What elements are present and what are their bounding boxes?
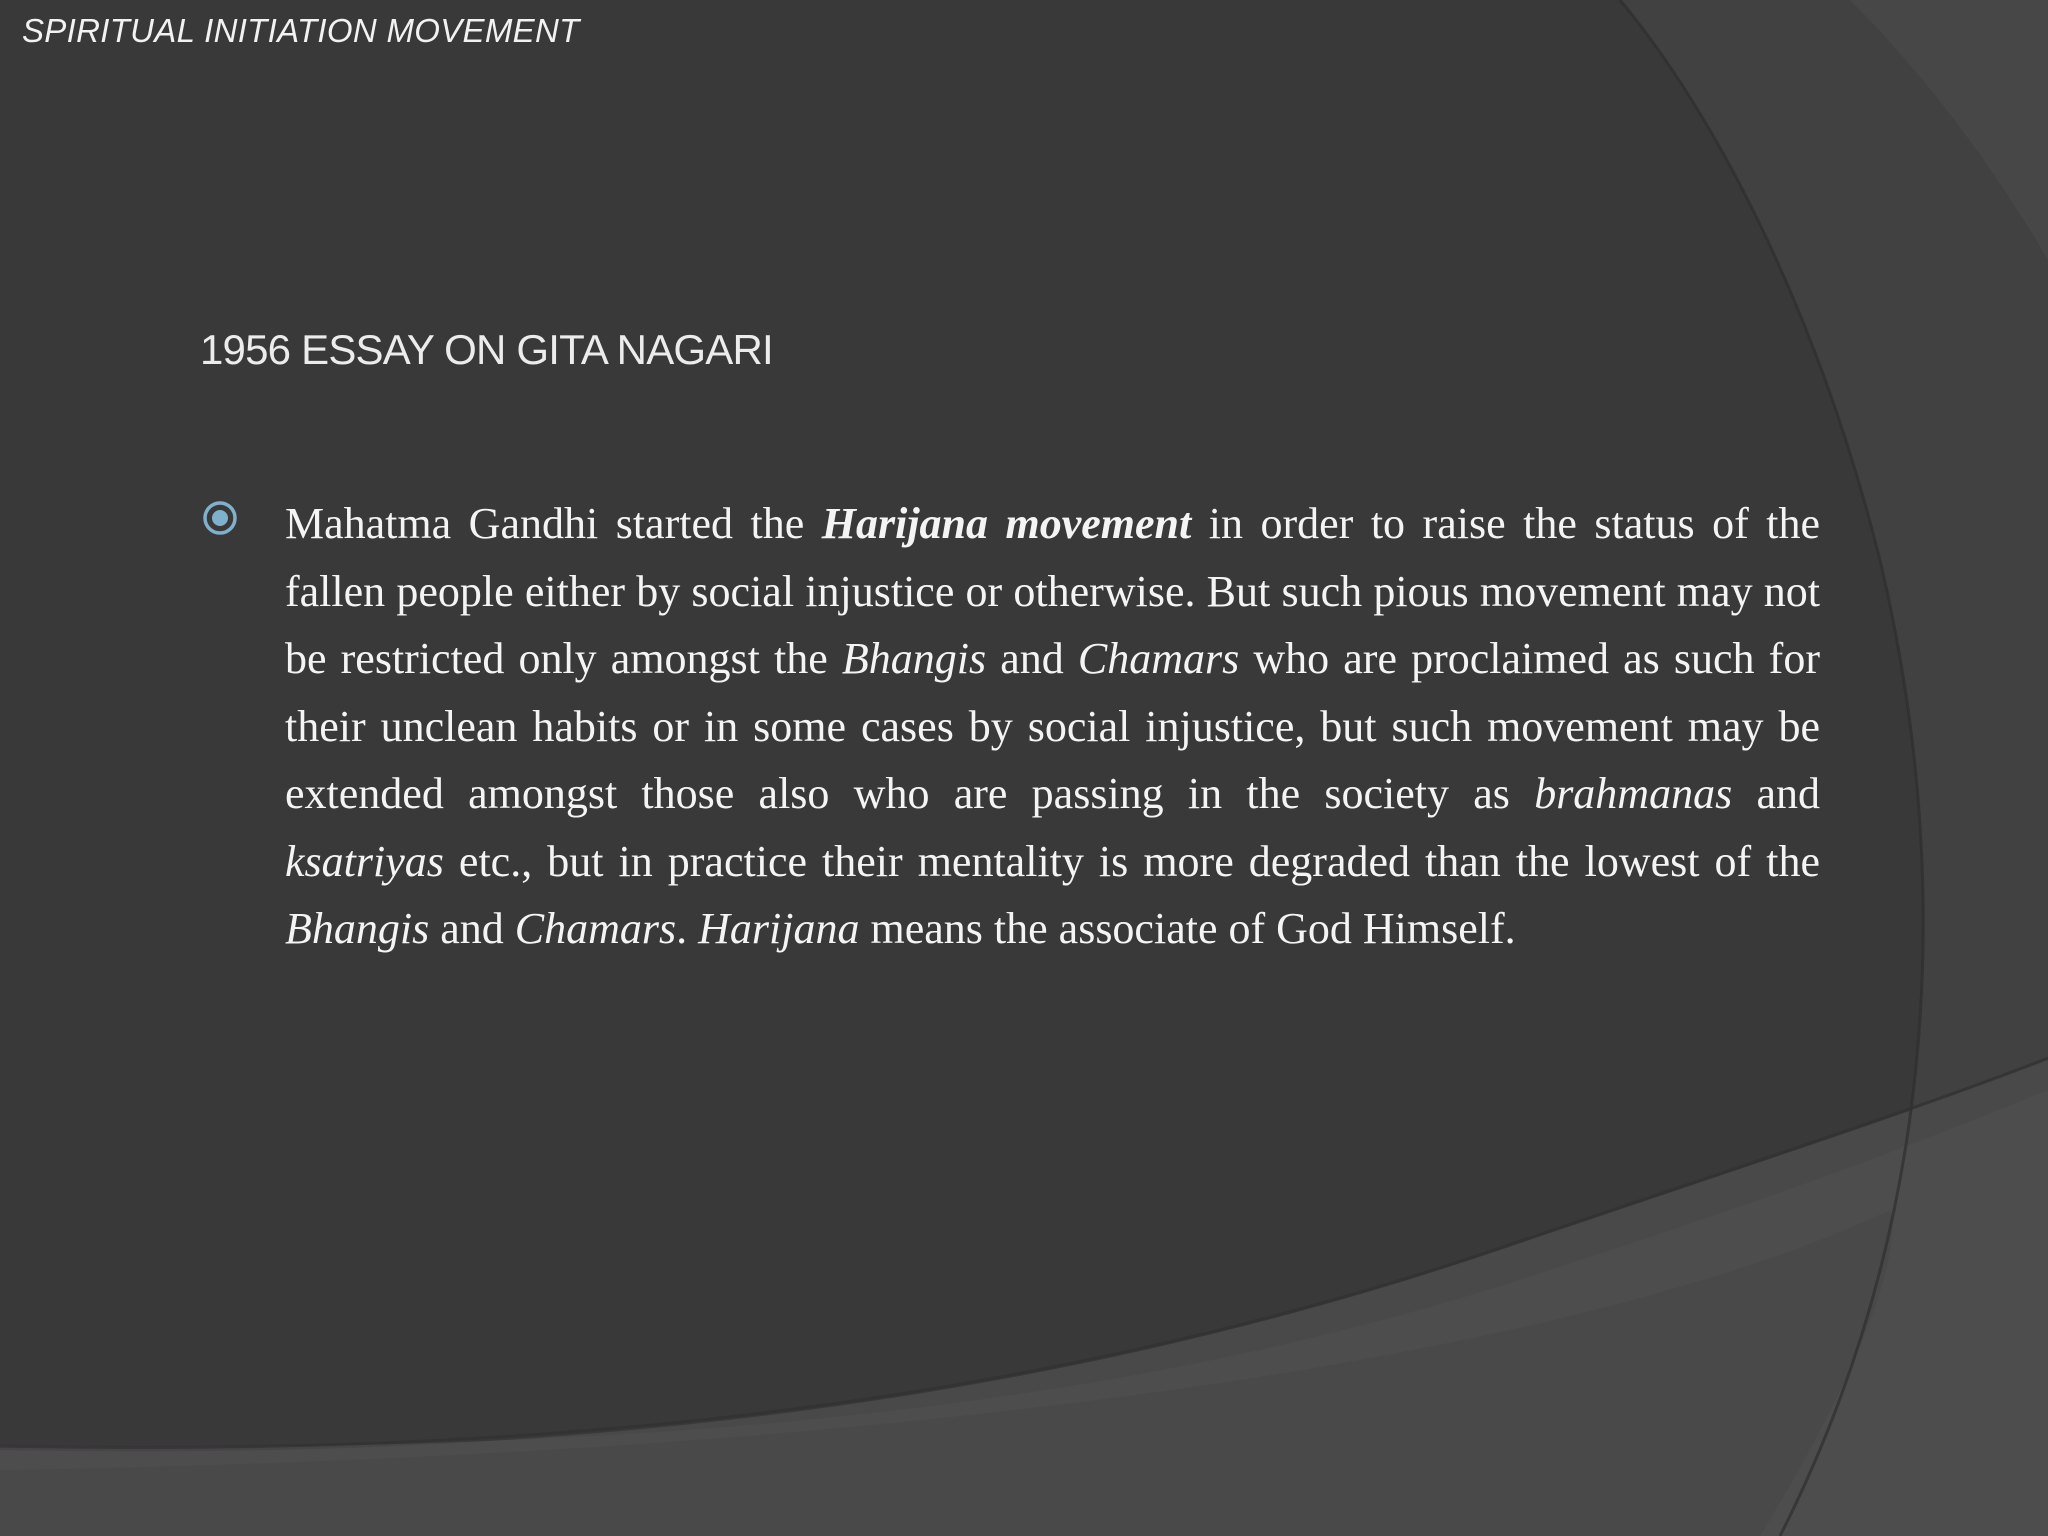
emphasis-harijana-movement: Harijana movement <box>821 499 1192 548</box>
text-segment: . <box>676 904 699 953</box>
term-brahmanas: brahmanas <box>1534 769 1733 818</box>
text-segment: Mahatma Gandhi started the <box>285 499 822 548</box>
term-bhangis: Bhangis <box>841 634 987 683</box>
slide-title: 1956 ESSAY ON GITA NAGARI <box>200 326 773 373</box>
text-segment: means the associate of God Himself. <box>859 904 1516 953</box>
text-segment: and <box>1732 769 1820 818</box>
radio-bullet-icon <box>200 498 240 538</box>
text-segment: in order to raise the status of the fallen people either by social injustice or otherwise. But such pious movement may not be restricted only amongst the <box>285 499 1821 683</box>
term-chamars: Chamars <box>514 904 677 953</box>
header-label: SPIRITUAL INITIATION MOVEMENT <box>22 12 580 49</box>
term-chamars: Chamars <box>1077 634 1240 683</box>
bullet-paragraph <box>285 490 1820 963</box>
text-segment: and <box>429 904 515 953</box>
term-ksatriyas: ksatriyas <box>285 836 444 886</box>
bullet-item <box>200 490 1820 963</box>
text-segment: and <box>986 634 1078 683</box>
text-segment: etc., but in practice their mentality is more degraded than the lowest of the <box>443 836 1820 886</box>
term-bhangis: Bhangis <box>285 904 430 953</box>
term-harijana: Harijana <box>698 904 860 953</box>
text-segment: who are proclaimed as such for their unclean habits or in some cases by social injustice, but such movement may be extended amongst those also who are passing in the society as <box>285 634 1820 818</box>
